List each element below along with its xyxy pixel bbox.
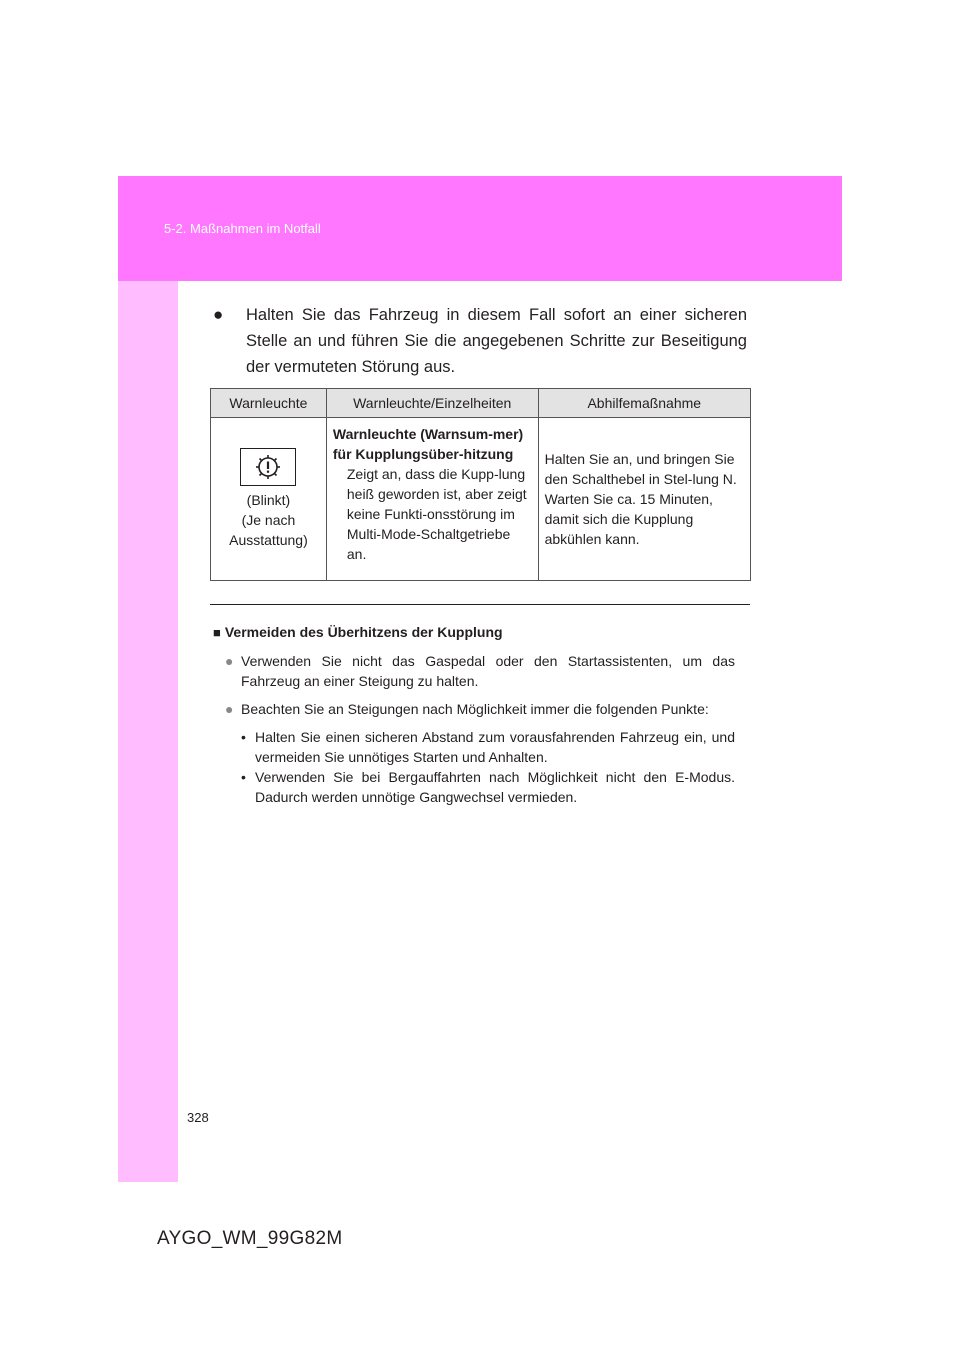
sub-item-text: Verwenden Sie bei Bergauffahrten nach Möglichkeit nicht den E-Modus. Dadurch werden unnötige Gangwechsel vermieden. <box>255 769 735 805</box>
lamp-note-blink: (Blinkt) <box>246 492 291 508</box>
detail-text: Zeigt an, dass die Kupp-lung heiß geworden ist, aber zeigt keine Funkti-onsstörung im Multi-Mode-Schaltgetriebe an. <box>346 466 527 562</box>
lamp-cell <box>211 418 327 581</box>
notes-section <box>213 622 735 807</box>
intro-text: Halten Sie das Fahrzeug in diesem Fall sofort an einer sicheren Stelle an und führen Sie die angegebenen Schritte zur Beseitigung der vermuteten Störung aus. <box>246 306 747 376</box>
page-number: 328 <box>187 1110 209 1125</box>
notes-heading <box>213 622 735 643</box>
sub-bullet: • <box>241 729 246 745</box>
sub-list-item <box>213 767 735 807</box>
list-bullet: ● <box>225 701 234 717</box>
warning-table <box>210 388 751 581</box>
intro-bullet: ● <box>213 305 224 324</box>
table-header-row <box>211 389 751 418</box>
list-item <box>213 699 735 719</box>
document-code: AYGO_WM_99G82M <box>157 1228 343 1249</box>
sub-item-text: Halten Sie einen sicheren Abstand zum vorausfahrenden Fahrzeug ein, und vermeiden Sie unnötiges Starten und Anhalten. <box>255 729 735 765</box>
list-bullet: ● <box>225 653 234 669</box>
action-cell: Halten Sie an, und bringen Sie den Schalthebel in Stel-lung N. Warten Sie ca. 15 Minuten, damit sich die Kupplung abkühlen kann. <box>538 418 750 581</box>
header-abhilfe: Abhilfemaßnahme <box>538 389 750 418</box>
table-row <box>211 418 751 581</box>
sub-bullet: • <box>241 769 246 785</box>
header-details: Warnleuchte/Einzelheiten <box>326 389 538 418</box>
section-title: 5-2. Maßnahmen im Notfall <box>164 221 321 236</box>
list-item <box>213 651 735 691</box>
detail-title: Warnleuchte (Warnsum-mer) für Kupplungsüber-hitzung <box>332 426 524 462</box>
sub-list-item <box>213 727 735 767</box>
lamp-note-equipment: (Je nach Ausstattung) <box>229 512 308 548</box>
divider <box>210 604 750 605</box>
heading-marker: ■ <box>213 625 221 640</box>
notes-heading-text: Vermeiden des Überhitzens der Kupplung <box>224 624 503 640</box>
header-warnleuchte: Warnleuchte <box>211 389 327 418</box>
detail-cell <box>326 418 538 581</box>
clutch-overheat-warning-icon <box>240 448 296 486</box>
side-band <box>118 281 178 1182</box>
list-item-text: Beachten Sie an Steigungen nach Möglichkeit immer die folgenden Punkte: <box>241 701 709 717</box>
list-item-text: Verwenden Sie nicht das Gaspedal oder den Startassistenten, um das Fahrzeug an einer Steigung zu halten. <box>241 653 735 689</box>
intro-paragraph <box>213 302 747 380</box>
